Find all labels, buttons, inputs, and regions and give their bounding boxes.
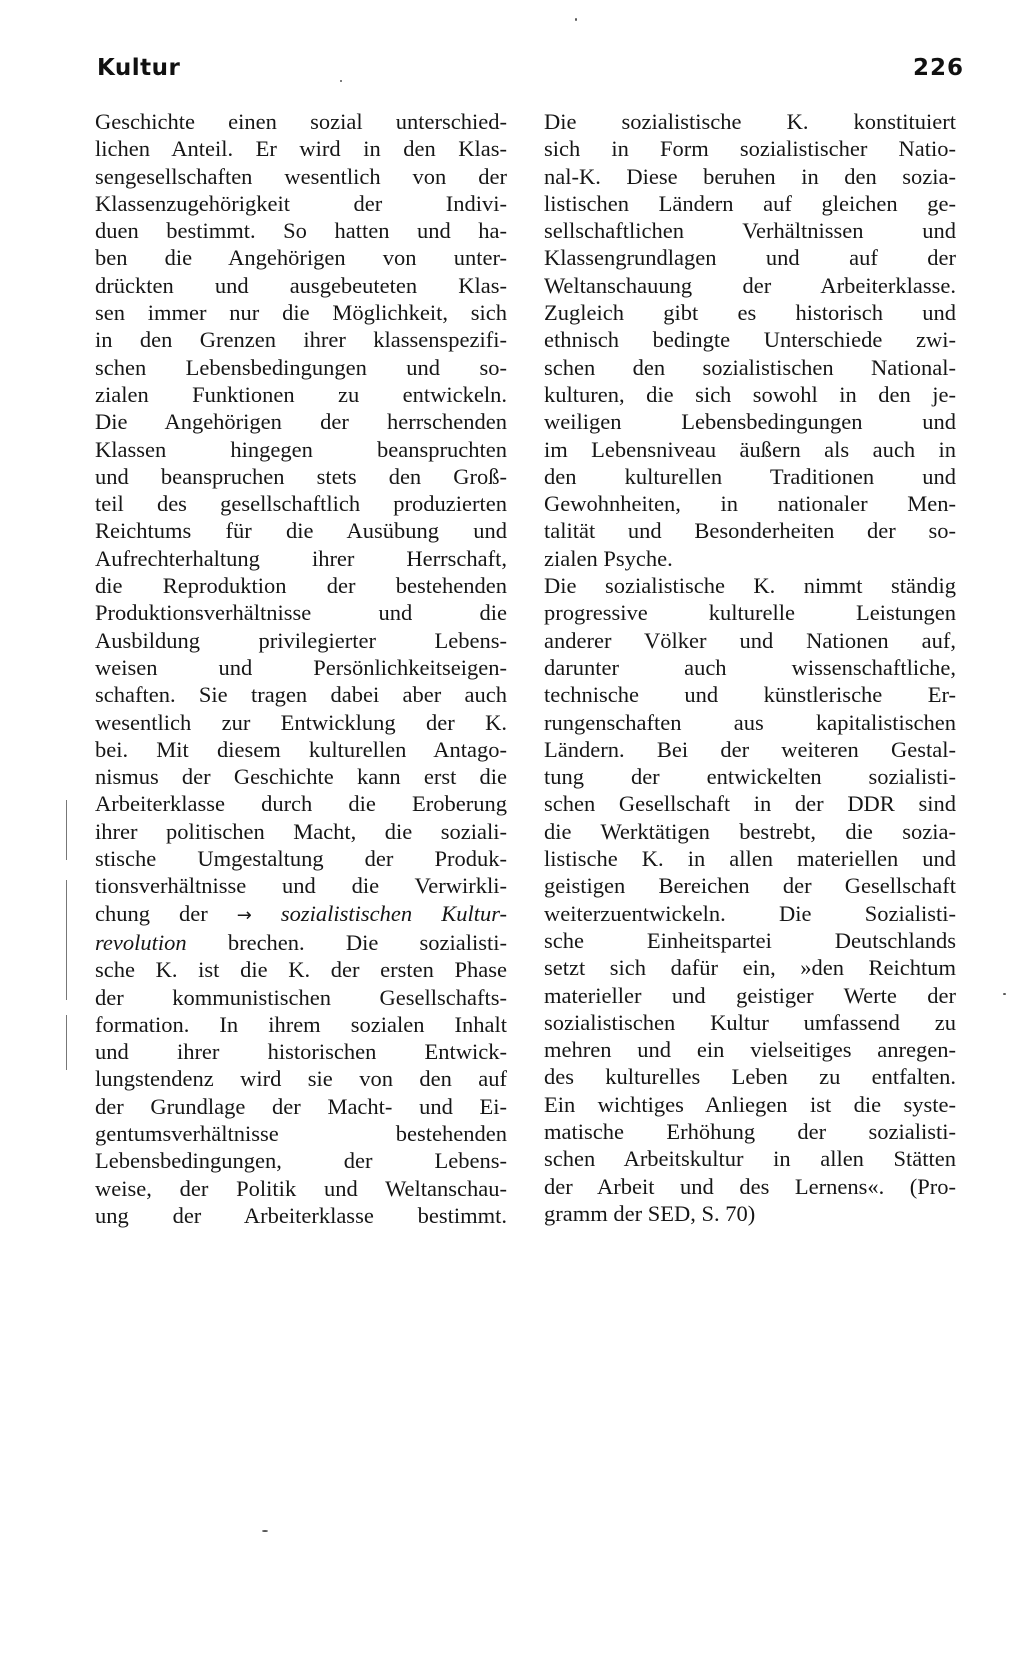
- text-line: und beanspruchen stets den Groß-: [95, 463, 507, 489]
- text-line: kulturen, die sich sowohl in den je-: [544, 381, 956, 407]
- scan-speck: [262, 1530, 268, 1532]
- text-line: lichen Anteil. Er wird in den Klas-: [95, 136, 507, 162]
- text-line: weiterzuentwickeln. Die Sozialisti-: [544, 900, 956, 926]
- text-line: Die sozialistische K. nimmt ständig: [544, 573, 956, 599]
- left-text-column: [95, 108, 507, 1229]
- text-line: teil des gesellschaftlich produzierten: [95, 491, 507, 517]
- text-line: gramm der SED, S. 70): [544, 1200, 756, 1226]
- right-paragraph-1: [544, 108, 956, 572]
- text-line: sche K. ist die K. der ersten Phase: [95, 957, 507, 983]
- text-line: schaften. Sie tragen dabei aber auch: [95, 682, 507, 708]
- scan-margin-mark: [66, 1015, 67, 1070]
- scan-margin-mark: [66, 880, 67, 1000]
- text-line: tionsverhältnisse und die Verwirkli-: [95, 873, 507, 899]
- text-line: stische Umgestaltung der Produk-: [95, 846, 507, 872]
- text-line: ihrer politischen Macht, die soziali-: [95, 818, 507, 844]
- scan-speck: [575, 18, 577, 21]
- scan-margin-mark: [66, 800, 67, 860]
- left-paragraph: [95, 108, 507, 1229]
- text-line: drückten und ausgebeuteten Klas-: [95, 272, 507, 298]
- text-line: in den Grenzen ihrer klassenspezifi-: [95, 327, 507, 353]
- text-line: anderer Völker und Nationen auf,: [544, 627, 956, 653]
- text-line: Klassen hingegen beanspruchten: [95, 436, 507, 462]
- text-line: bei. Mit diesem kulturellen Antago-: [95, 736, 507, 762]
- text-line: geistigen Bereichen der Gesellschaft: [544, 873, 956, 899]
- text-line: Geschichte einen sozial unterschied-: [95, 109, 507, 134]
- cross-reference-arrow-icon: →: [236, 904, 252, 926]
- text-line: Ländern. Bei der weiteren Gestal-: [544, 736, 956, 762]
- text-line: im Lebensniveau äußern als auch in: [544, 436, 956, 462]
- text-line: des kulturelles Leben zu entfalten.: [544, 1064, 956, 1090]
- running-head: Kultur: [97, 55, 181, 81]
- text-line: lungstendenz wird sie von den auf: [95, 1066, 507, 1092]
- text-line: wesentlich zur Entwicklung der K.: [95, 709, 507, 735]
- text-line: duen bestimmt. So hatten und ha-: [95, 218, 507, 244]
- text-line: tung der entwickelten sozialisti-: [544, 764, 956, 790]
- text-line: die Reproduktion der bestehenden: [95, 573, 507, 599]
- text-line: progressive kulturelle Leistungen: [544, 600, 956, 626]
- text-line: nal-K. Diese beruhen in den sozia-: [544, 163, 956, 189]
- text-line: weisen und Persönlichkeitseigen-: [95, 654, 507, 680]
- text-line: der Arbeit und des Lernens«. (Pro-: [544, 1173, 956, 1199]
- text-line-with-reference: [95, 900, 507, 929]
- text-line: ung der Arbeiterklasse bestimmt.: [95, 1202, 507, 1228]
- text-line: Ausbildung privilegierter Lebens-: [95, 627, 507, 653]
- text-line: schen Arbeitskultur in allen Stätten: [544, 1146, 956, 1172]
- text-line: gentumsverhältnisse bestehenden: [95, 1120, 507, 1146]
- right-text-column: [544, 108, 956, 1227]
- text-line: Zugleich gibt es historisch und: [544, 300, 956, 326]
- text-line: und ihrer historischen Entwick-: [95, 1039, 507, 1065]
- text-line: setzt sich dafür ein, »den Reichtum: [544, 955, 956, 981]
- scan-speck: [340, 80, 342, 82]
- text-line: sellschaftlichen Verhältnissen und: [544, 218, 956, 244]
- text-line: sen immer nur die Möglichkeit, sich: [95, 300, 507, 326]
- text-line: schen Lebensbedingungen und so-: [95, 354, 507, 380]
- text-line: nismus der Geschichte kann erst die: [95, 764, 507, 790]
- text-line: Lebensbedingungen, der Lebens-: [95, 1148, 507, 1174]
- text-line: materieller und geistiger Werte der: [544, 982, 956, 1008]
- text-line: schen Gesellschaft in der DDR sind: [544, 791, 956, 817]
- text-line: sozialistischen Kultur umfassend zu: [544, 1009, 956, 1035]
- text-line: mehren und ein vielseitiges anregen-: [544, 1037, 956, 1063]
- cross-reference-link[interactable]: revolution: [95, 929, 187, 955]
- text-line: zialen Funktionen zu entwickeln.: [95, 381, 507, 407]
- text-line: weiligen Lebensbedingungen und: [544, 409, 956, 435]
- text-line: sche Einheitspartei Deutschlands: [544, 927, 956, 953]
- text-line: Klassengrundlagen und auf der: [544, 245, 956, 271]
- text-line: Gewohnheiten, in nationaler Men-: [544, 491, 956, 517]
- text-line: den kulturellen Traditionen und: [544, 463, 956, 489]
- text-line-with-reference: [95, 929, 507, 956]
- text-line: Weltanschauung der Arbeiterklasse.: [544, 272, 956, 298]
- text-line: rungenschaften aus kapitalistischen: [544, 709, 956, 735]
- text-line: listische K. in allen materiellen und: [544, 846, 956, 872]
- text-fragment: brechen. Die sozialisti-: [227, 929, 507, 955]
- text-line: der Grundlage der Macht- und Ei-: [95, 1093, 507, 1119]
- text-line: zialen Psyche.: [544, 545, 673, 571]
- text-line: der kommunistischen Gesellschafts-: [95, 984, 507, 1010]
- text-line: matische Erhöhung der sozialisti-: [544, 1118, 956, 1144]
- text-line: talität und Besonderheiten der so-: [544, 518, 956, 544]
- text-line: ben die Angehörigen von unter-: [95, 245, 507, 271]
- text-line: Die sozialistische K. konstituiert: [544, 109, 956, 134]
- text-line: ethnisch bedingte Unterschiede zwi-: [544, 327, 956, 353]
- text-fragment: chung der: [95, 900, 208, 926]
- text-line: formation. In ihrem sozialen Inhalt: [95, 1011, 507, 1037]
- text-line: Reichtums für die Ausübung und: [95, 518, 507, 544]
- text-line: sengesellschaften wesentlich von der: [95, 163, 507, 189]
- text-line: schen den sozialistischen National-: [544, 354, 956, 380]
- cross-reference-link[interactable]: sozialistischen Kultur-: [280, 900, 507, 926]
- page-number: 226: [912, 55, 964, 81]
- text-line: Arbeiterklasse durch die Eroberung: [95, 791, 507, 817]
- text-line: sich in Form sozialistischer Natio-: [544, 136, 956, 162]
- text-line: darunter auch wissenschaftliche,: [544, 654, 956, 680]
- text-line: Klassenzugehörigkeit der Indivi-: [95, 190, 507, 216]
- text-line: die Werktätigen bestrebt, die sozia-: [544, 818, 956, 844]
- text-line: listischen Ländern auf gleichen ge-: [544, 190, 956, 216]
- text-line: weise, der Politik und Weltanschau-: [95, 1175, 507, 1201]
- scan-speck: [1003, 993, 1006, 995]
- right-paragraph-2: [544, 572, 956, 1227]
- text-line: Die Angehörigen der herrschenden: [95, 409, 507, 435]
- text-line: Produktionsverhältnisse und die: [95, 600, 507, 626]
- text-line: technische und künstlerische Er-: [544, 682, 956, 708]
- text-line: Aufrechterhaltung ihrer Herrschaft,: [95, 545, 507, 571]
- text-line: Ein wichtiges Anliegen ist die syste-: [544, 1091, 956, 1117]
